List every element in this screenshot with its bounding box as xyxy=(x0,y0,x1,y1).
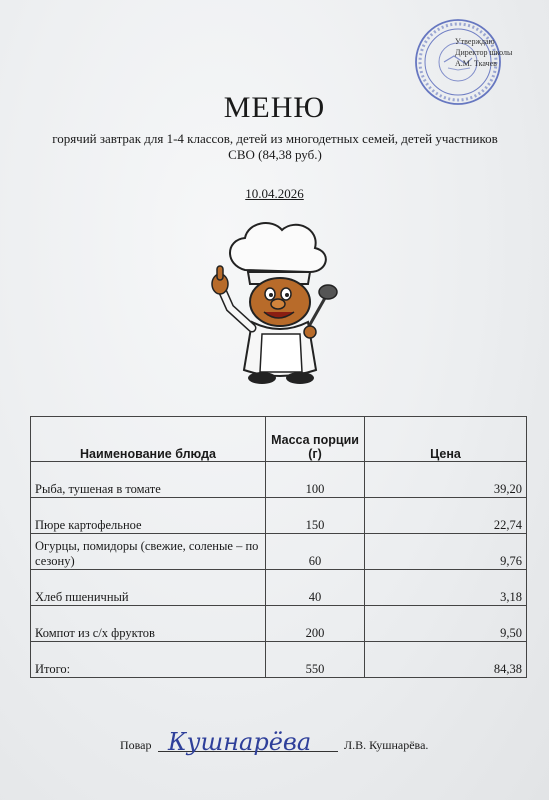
dish-name: Огурцы, помидоры (свежие, соленые – по сезону) xyxy=(31,534,266,570)
dish-mass: 150 xyxy=(266,498,365,534)
total-mass: 550 xyxy=(266,642,365,678)
page-title: МЕНЮ xyxy=(223,91,326,124)
dish-name: Хлеб пшеничный xyxy=(31,570,266,606)
dish-price: 22,74 xyxy=(365,498,527,534)
table-header-row xyxy=(31,417,527,462)
dish-name: Компот из с/х фруктов xyxy=(31,606,266,642)
approval-line-2: Директор школы xyxy=(455,48,513,57)
menu-date: 10.04.2026 xyxy=(245,186,304,201)
dish-mass: 100 xyxy=(266,462,365,498)
table-row xyxy=(31,606,527,642)
table-row xyxy=(31,498,527,534)
cook-role-label: Повар xyxy=(120,738,152,752)
dish-price: 9,76 xyxy=(365,534,527,570)
page-subtitle: горячий завтрак для 1-4 классов, детей из многодетных семей, детей участников СВО (84,38 руб.) xyxy=(52,131,498,162)
dish-name: Пюре картофельное xyxy=(31,498,266,534)
dish-price: 9,50 xyxy=(365,606,527,642)
table-row xyxy=(31,534,527,570)
column-header-mass: Масса порции (г) xyxy=(266,417,365,462)
total-price: 84,38 xyxy=(365,642,527,678)
approval-line-1: Утверждаю xyxy=(455,37,495,46)
table-total-row xyxy=(31,642,527,678)
dish-name: Рыба, тушеная в томате xyxy=(31,462,266,498)
dish-price: 39,20 xyxy=(365,462,527,498)
dish-mass: 40 xyxy=(266,570,365,606)
approval-line-3: А.М. Ткачев xyxy=(455,59,497,68)
total-label: Итого: xyxy=(31,642,266,678)
signature-text: Кушнарёва xyxy=(168,728,312,756)
table-row xyxy=(31,462,527,498)
approval-block xyxy=(455,36,535,69)
handwritten-signature xyxy=(160,722,340,762)
column-header-dish: Наименование блюда xyxy=(31,417,266,462)
column-header-price: Цена xyxy=(365,417,527,462)
cook-name: Л.В. Кушнарёва. xyxy=(344,738,429,752)
chef-illustration-icon xyxy=(200,210,350,390)
dish-mass: 200 xyxy=(266,606,365,642)
table-row xyxy=(31,570,527,606)
dish-price: 3,18 xyxy=(365,570,527,606)
menu-table xyxy=(30,416,527,678)
dish-mass: 60 xyxy=(266,534,365,570)
